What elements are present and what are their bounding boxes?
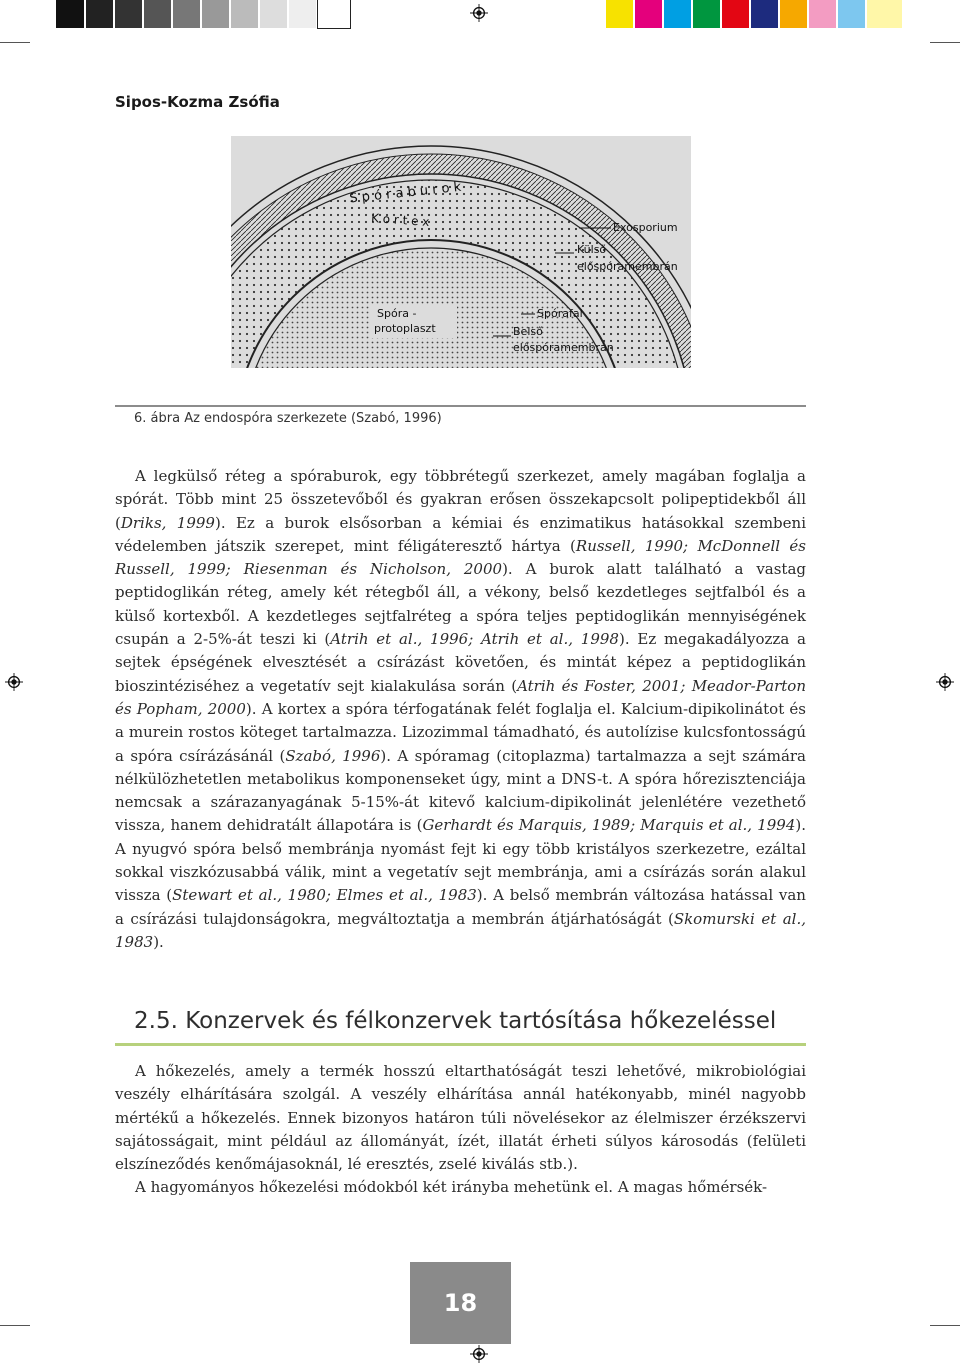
section-heading: 2.5. Konzervek és félkonzervek tartósítása hőkezeléssel	[134, 1008, 777, 1034]
label-sporaburok: S p ó r a b u r o k	[348, 179, 462, 207]
label-belso-2: előspóramembrán	[513, 341, 614, 354]
running-header-author: Sipos-Kozma Zsófia	[115, 93, 280, 111]
crop-mark	[930, 1325, 960, 1326]
figure-caption: 6. ábra Az endospóra szerkezete (Szabó, 1996)	[134, 411, 442, 426]
registration-mark-icon	[936, 673, 954, 691]
registration-mark-icon	[470, 4, 488, 22]
page-number: 18	[410, 1262, 511, 1344]
registration-mark-icon	[470, 1345, 488, 1363]
label-exosporium: Exosporium	[613, 221, 678, 234]
label-belso-1: Belső	[513, 325, 543, 338]
label-protoplaszt-2: protoplaszt	[374, 322, 436, 335]
label-protoplaszt-1: Spóra -	[377, 307, 417, 320]
grayscale-calibration-bar	[56, 0, 352, 28]
endospore-structure-figure	[231, 136, 691, 368]
crop-mark	[0, 42, 30, 43]
crop-mark	[930, 42, 960, 43]
crop-mark	[0, 1325, 30, 1326]
label-sporafal: Spórafal	[537, 307, 583, 320]
paragraph: A legkülső réteg a spóraburok, egy többrétegű szerkezet, amely magában foglalja a spórát. Több mint 25 összetevőből és gyakran erősen összekapcsolt polipeptidekből áll (Driks, 1999). Ez a burok elsősorban a kémiai és enzimatikus hatásokkal szembeni védelemben játszik szerepet, mint féligáteresztő hártya (Russell, 1990; McDonnell és Russell, 1999; Riesenman és Nicholson, 2000). A burok alatt található a vastag peptidoglikán réteg, amely két rétegből áll, a vékony, belső kezdetleges sejtfalból és a külső kortexből. A kezdetleges sejtfalréteg a spóra teljes peptidoglikán mennyiségének csupán a 2-5%-át teszi ki (Atrih et al., 1996; Atrih et al., 1998). Ez megakadályozza a sejtek épségének elvesztését a csírázást követően, és mintát képez a peptidoglikán bioszintéziséhez a vegetatív sejt kialakulása során (Atrih és Foster, 2001; Meador-Parton és Popham, 2000). A kortex a spóra térfogatának felét foglalja el. Kalcium-dipikolinátot és a murein rostos köteget tartalmazza. Lizozimmal támadható, és autolízise kulcsfontosságú a spóra csírázásánál (Szabó, 1996). A spóramag (citoplazma) tartalmazza a sejt számára nélkülözhetetlen metabolikus komponenseket úgy, mint a DNS-t. A spóra hőrezisztenciája nemcsak a szárazanyagának 5-15%-át kitevő kalcium-dipikolinát jelenlétére vezethető vissza, hanem dehidratált állapotára is (Gerhardt és Marquis, 1989; Marquis et al., 1994). A nyugvó spóra belső membránja nyomást fejt ki egy több kristályos szerkezetre, ezáltal sokkal viszkózusabbá válik, mint a vegetatív sejt membránja, ami a csírázás során alakul vissza (Stewart et al., 1980; Elmes et al., 1983). A belső membrán változása hatással van a csírázási tulajdonságokra, megváltoztatja a membrán átjárhatóságát (Skomurski et al., 1983).	[115, 467, 807, 951]
section-heading-rule	[115, 1043, 806, 1046]
paragraph: A hagyományos hőkezelési módokból két irányba mehetünk el. A magas hőmérsék-	[135, 1178, 768, 1197]
endospore-diagram	[231, 136, 691, 368]
registration-mark-icon	[5, 673, 23, 691]
color-calibration-bar	[606, 0, 904, 28]
caption-rule	[115, 405, 806, 407]
paragraph: A hőkezelés, amely a termék hosszú eltarthatóságát teszi lehetővé, mikrobiológiai veszély elhárítására szolgál. A veszély elhárítása annál hatékonyabb, minél nagyobb mértékű a hőkezelés. Ennek bizonyos határon túli növelésekor az élelmiszer érzékszervi sajátosságait, mint például az állományát, ízét, illatát érheti súlyos károsodás (felületi elszíneződés kenőmájasoknál, lé eresztés, zselé kiválás stb.).	[115, 1062, 806, 1174]
label-kulso-2: előspóramembrán	[577, 260, 678, 273]
body-text	[115, 465, 806, 954]
label-kortex: K o r t e x	[370, 210, 430, 229]
label-kulso-1: Külső	[577, 243, 607, 256]
section-body-text	[115, 1060, 806, 1200]
